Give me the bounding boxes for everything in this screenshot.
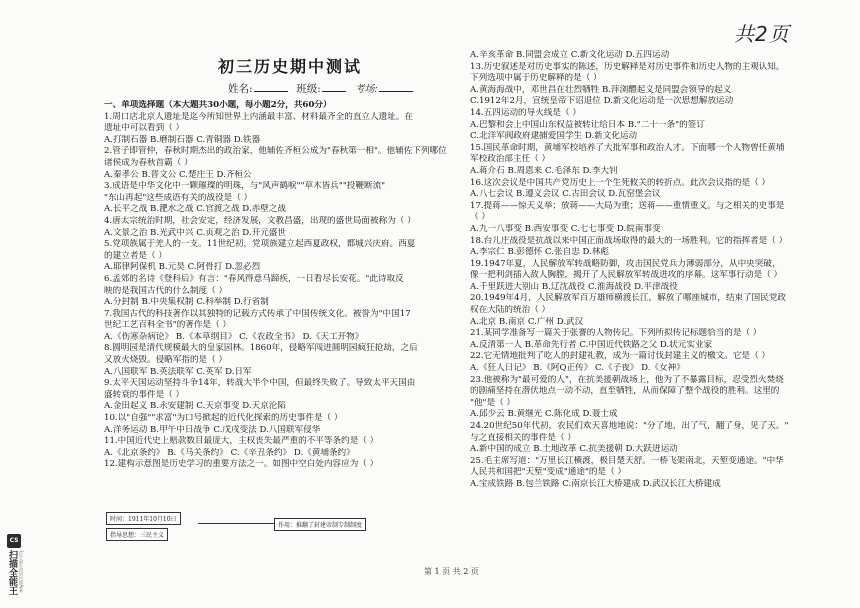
question-line: 遗址中可以看到（ ） [104, 123, 185, 134]
question-line: 人民共和国把"天堑"变成"通途"的是（ ） [470, 467, 627, 478]
question-line: 盛转衰的事件是（ ） [104, 389, 185, 400]
question-line: 12.建构示意图是历史学习的重要方法之一。如图中空白处内容应为（ ） [104, 459, 379, 470]
question-line: 16.这次会议是中国共产党历史上一个生死攸关的转折点。此次会议指的是（ ） [470, 177, 770, 188]
diagram-guide-box: 指导思想：三民主义 [106, 528, 168, 541]
question-line: A.千里跃进大别山 B.辽沈战役 C.淮海战役 D.平津战役 [470, 281, 678, 292]
question-line: 14.五四运动的导火线是（ ） [470, 107, 581, 118]
question-line: A.黄海海战中，邓世昌在壮烈牺牲 B.萍浏醴起义是同盟会领导的起义 [470, 84, 732, 95]
question-line: A.金田起义 B.永安建制 C.天京事变 D.天京沦陷 [104, 401, 286, 412]
question-line: A.分封制 B.中央集权制 C.科举制 D.行省制 [104, 297, 269, 308]
question-line: A.《北京条约》 B.《马关条约》 C.《辛丑条约》 D.《黄埔条约》 [104, 447, 355, 458]
right-question-list [470, 50, 830, 491]
name-blank [254, 91, 288, 92]
question-line: A.洋务运动 B.甲午中日战争 C.戊戌变法 D.八国联军侵华 [104, 424, 321, 435]
question-line: 一、单项选择题（本大题共30小题，每小题2分，共60分） [104, 100, 332, 110]
question-line: 11.中国近代史上赔款数目最庞大，主权丧失最严重的不平等条约是（ ） [104, 436, 379, 447]
question-line: 权在大陆的统治（ ） [470, 305, 551, 316]
diagram-time-box: 时间：1911年10月10日 [106, 512, 181, 525]
question-line: 21.某同学准备写一篇关于张謇的人物传记。下列所拟传记标题恰当的是（ ） [470, 328, 762, 339]
question-line: A.巴黎和会上中国山东权益被转让给日本 B."二十一条"的签订 [470, 119, 705, 130]
question-line: "他"是（ ） [470, 397, 516, 408]
question-line: A.八七会议 B.遵义会议 C.古田会议 D.瓦窑堡会议 [470, 189, 661, 200]
question-line: 的剧痛坚持在潜伏地点一动不动，直至牺牲，从而保障了整个战役的胜利。这里的 [470, 386, 780, 397]
question-line: 3.成语是中华文化中一颗璀璨的明珠，与"风声鹤唳""草木皆兵""投鞭断流" [104, 181, 386, 192]
name-label: 姓名: [228, 83, 253, 95]
question-line: 17.提蒋——惊天义举；放蒋——大局为重；送蒋——重情重义。与之相关的史事是 [470, 200, 785, 211]
question-line: 1.周口店北京人遗址是迄今所知世界上内涵最丰富、材料最齐全的直立人遗址。在 [104, 111, 413, 122]
scanner-name: 扫描全能王 [7, 550, 17, 595]
question-line: 25.毛主席写道："万里长江横渡，极目楚天舒。一桥飞架南北，天堑变通途。"中华 [470, 455, 784, 466]
question-line: 像一把利剑插入敌人胸膛，揭开了人民解放军转战进攻的序幕。这军事行动是（ ） [470, 270, 783, 281]
diagram-connector [198, 523, 274, 524]
question-line: A.北京 B.南京 C.广州 D.武汉 [470, 316, 584, 327]
question-line: 7.我国古代的科技著作以其独特的记载方式传承了中国传统文化。被誉为"中国17 [104, 308, 411, 319]
handwritten-page-count: 共2页 [734, 22, 790, 46]
question-line: 世纪工艺百科全书"的著作是（ ） [104, 320, 231, 331]
question-line: 映的是我国古代的什么制度（ ） [104, 285, 228, 296]
question-line: 2.管子即管仲，春秋时期杰出的政治家，他辅佐齐桓公成为"春秋第一相"。他辅佐下列哪位 [104, 146, 447, 157]
question-line: A.耶律阿保机 B.元昊 C.阿骨打 D.忽必烈 [104, 262, 261, 273]
question-line: A.八国联军 B.英法联军 C.英军 D.日军 [104, 366, 252, 377]
question-line: 与之直接相关的事件是（ ） [470, 432, 576, 443]
question-line: A.打制石器 B.磨制石器 C.青铜器 D.铁器 [104, 134, 261, 145]
scanner-logo: CS [7, 534, 21, 548]
question-line: A.宝成铁路 B.包兰铁路 C.南京长江大桥建成 D.武汉长江大桥建成 [470, 478, 721, 489]
room-blank [379, 91, 413, 92]
question-line: "东山再起"这些成语有关的战役是（ ） [104, 192, 253, 203]
question-line: 15.国民革命时期，黄埔军校培养了大批军事和政治人才。下面哪一个人物曾任黄埔 [470, 142, 785, 153]
question-line: 下列选项中属于历史解释的是（ ） [470, 73, 602, 84]
question-line: 10.以"自强""求富"为口号掀起的近代化探索的历史事件是（ ） [104, 413, 343, 424]
question-line: 18.台儿庄战役是抗战以来中国正面战场取得的最大的一场胜利。它的指挥者是（ ） [470, 235, 788, 246]
student-info-line [228, 80, 415, 96]
question-line: 13.历史叙述是对历史事实的陈述，历史解释是对历史事件和历史人物的主观认知。 [470, 61, 785, 72]
question-line: 诸侯成为春秋首霸（ ） [104, 157, 193, 168]
question-line: 4.唐太宗统治时期，社会安定，经济发展，文教昌盛，出现的盛世局面被称为（ ） [104, 215, 416, 226]
question-line: A.反清第一人 B.革命先行者 C.中国近代铁路之父 D.状元实业家 [470, 339, 713, 350]
question-line: 20.1949年4月，人民解放军百万雄师横渡长江，解放了哪座城市，结束了国民党政 [470, 293, 787, 304]
question-line: 9.太平天国运动坚持斗争14年，转战大半个中国，但最终失败了。导致太平天国由 [104, 378, 416, 389]
question-line: （ ） [470, 212, 490, 223]
diagram-figure [106, 510, 436, 542]
left-question-list [104, 100, 462, 471]
class-label: 班级: [296, 83, 321, 95]
question-line: C.1912年2月，宣统皇帝下诏退位 D.新文化运动是一次思想解放运动 [470, 96, 734, 107]
question-line: 军校政治部主任（ ） [470, 154, 551, 165]
scanner-watermark [4, 534, 26, 600]
question-line: 19.1947年夏，人民解放军转战略防御，攻击国民党兵力薄弱部分，从中央突破， [470, 258, 781, 269]
room-label: 考场: [354, 84, 378, 95]
question-line: A.《伤寒杂病论》 B.《本草纲目》 C.《农政全书》 D.《天工开物》 [104, 331, 364, 342]
page-title: 初三历史期中测试 [218, 57, 363, 76]
question-line: 8.圆明园是清代规模最大的皇家园林。1860年，侵略军闯进圆明园疯狂抢劫，之后 [104, 343, 418, 354]
question-line: 又放火烧毁。侵略军指的是（ ） [104, 355, 228, 366]
class-blank [322, 91, 346, 92]
question-line: A.蒋介石 B.周恩来 C.毛泽东 D.李大钊 [470, 165, 618, 176]
question-line: 的建立者是（ ） [104, 250, 167, 261]
question-line: 6.孟郊的名诗《登科后》有言："春风得意马蹄疾，一日看尽长安花。"此诗取反 [104, 273, 404, 284]
diagram-effect-box: 作用：推翻了封建帝制专制制度 [274, 518, 366, 531]
question-line: 22.它无情地批判了吃人的封建礼教，成为一篇讨伐封建主义的檄文。它是（ ） [470, 351, 770, 362]
page-footer: 第 1 页 共 2 页 [424, 567, 479, 576]
question-line: 24.20世纪50年代初，农民们欢天喜地地说："分了地，出了气，翻了身，见了天。" [470, 421, 789, 431]
question-line: A.长平之战 B.淝水之战 C.官渡之战 D.赤壁之战 [104, 204, 286, 215]
question-line: A.文景之治 B.光武中兴 C.贞观之治 D.开元盛世 [104, 227, 286, 238]
question-line: A.九一八事变 B.西安事变 C.七七事变 D.皖南事变 [470, 223, 661, 234]
question-line: A.秦孝公 B.晋文公 C.楚庄王 D.齐桓公 [104, 169, 252, 180]
scanner-subtitle: 3亿人都在用的扫描App [19, 550, 24, 593]
question-line: A.《狂人日记》 B.《阿Q正传》 C.《子夜》 D.《女神》 [470, 363, 685, 374]
question-line: 5.党项族属于羌人的一支。11世纪初，党项族建立起西夏政权，都城兴庆府。西夏 [104, 239, 416, 250]
question-line: A.辛亥革命 B.同盟会成立 C.新文化运动 D.五四运动 [470, 50, 670, 60]
question-line: A.邱少云 B.黄继光 C.陈化成 D.聂士成 [470, 409, 618, 420]
question-line: 23.他被称为"最可爱的人"，在抗美援朝战场上，他为了不暴露目标，忍受烈火焚烧 [470, 374, 784, 385]
question-line: A.新中国的成立 B.土地改革 C.抗美援朝 D.大跃进运动 [470, 444, 678, 455]
question-line: A.李宗仁 B.彭德怀 C.张自忠 D.林彪 [470, 247, 610, 258]
question-line: C.北洋军阀政府逮捕爱国学生 D.新文化运动 [470, 131, 638, 142]
